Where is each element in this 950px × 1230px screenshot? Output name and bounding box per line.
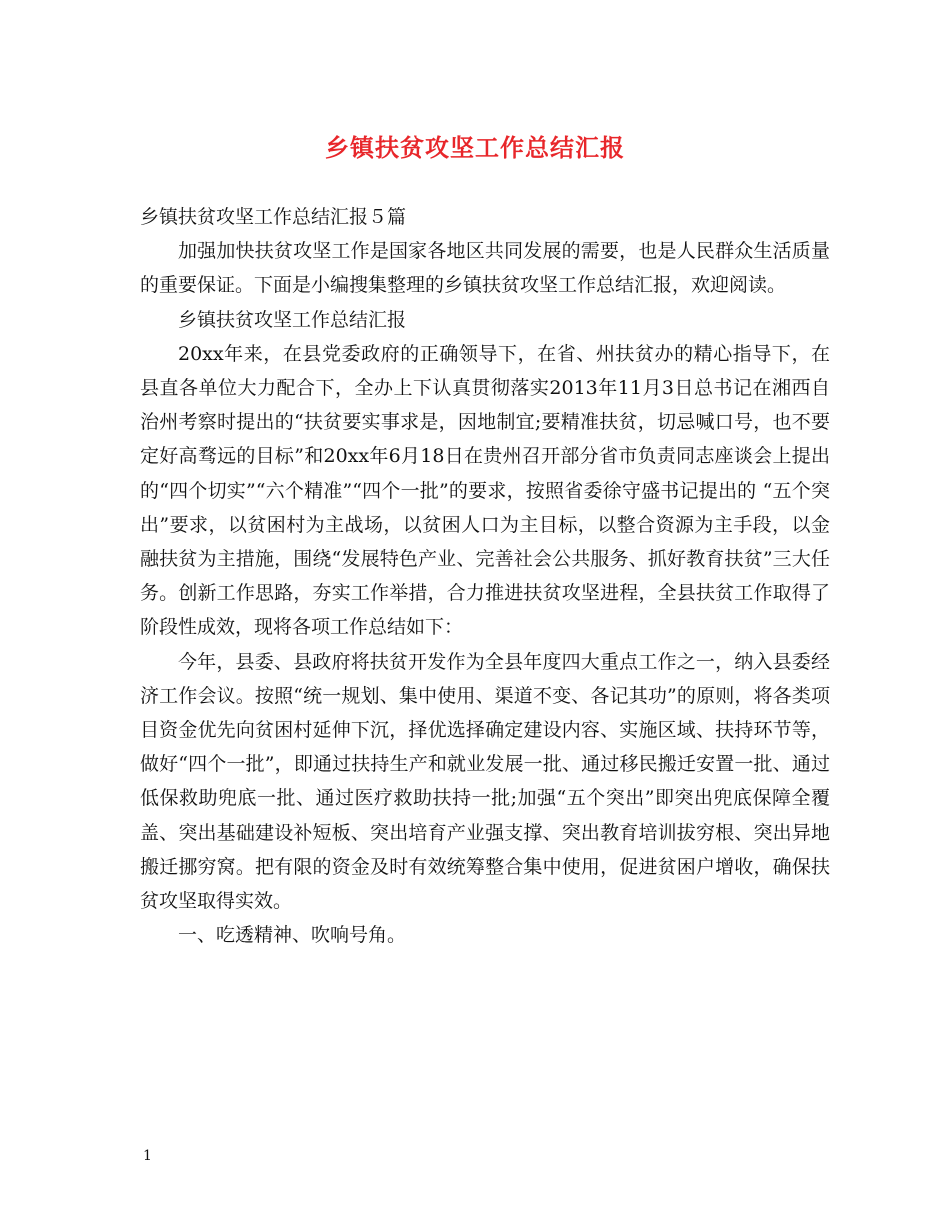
list-heading: 一、吃透精神、吹响号角。 bbox=[178, 924, 407, 947]
section-heading: 乡镇扶贫攻坚工作总结汇报 bbox=[178, 308, 407, 331]
body-paragraph: 20xx年来，在县党委政府的正确领导下，在省、州扶贫办的精心指导下，在县直各单位大力配合下，全办上下认真贯彻落实2013年11月3日总书记在湘西自治州考察时提出的“扶贫要实事求是，因地制宜;要精准扶贫，切忌喊口号，也不要定好高骛远的目标”和20xx年6月18日在贵州召开部分省市负责同志座谈会上提出的“四个切实”“六个精准”“四个一批”的要求，按照省委徐守盛书记提出的 “五个突出”要求，以贫困村为主战场，以贫困人口为主目标，以整合资源为主手段，以金融扶贫为主措施，围绕“发展特色产业、完善社会公共服务、抓好教育扶贫”三大任务。创新工作思路，夯实工作举措，合力推进扶贫攻坚进程，全县扶贫工作取得了阶段性成效，现将各项工作总结如下： bbox=[140, 342, 830, 639]
intro-paragraph: 加强加快扶贫攻坚工作是国家各地区共同发展的需要，也是人民群众生活质量的重要保证。下面是小编搜集整理的乡镇扶贫攻坚工作总结汇报，欢迎阅读。 bbox=[140, 240, 830, 297]
document-body bbox=[140, 200, 830, 952]
subtitle-paragraph: 乡镇扶贫攻坚工作总结汇报５篇 bbox=[140, 206, 407, 228]
document-title: 乡镇扶贫攻坚工作总结汇报 bbox=[325, 133, 625, 162]
body-paragraph: 今年，县委、县政府将扶贫开发作为全县年度四大重点工作之一，纳入县委经济工作会议。按照“统一规划、集中使用、渠道不变、各记其功”的原则，将各类项目资金优先向贫困村延伸下沉，择优选择确定建设内容、实施区域、扶持环节等，做好“四个一批”，即通过扶持生产和就业发展一批、通过移民搬迁安置一批、通过低保救助兜底一批、通过医疗救助扶持一批;加强“五个突出”即突出兜底保障全覆盖、突出基础建设补短板、突出培育产业强支撑、突出教育培训拔穷根、突出异地搬迁挪穷窝。把有限的资金及时有效统筹整合集中使用，促进贫困户增收，确保扶贫攻坚取得实效。 bbox=[140, 650, 830, 913]
page-number: 1 bbox=[143, 1148, 152, 1164]
